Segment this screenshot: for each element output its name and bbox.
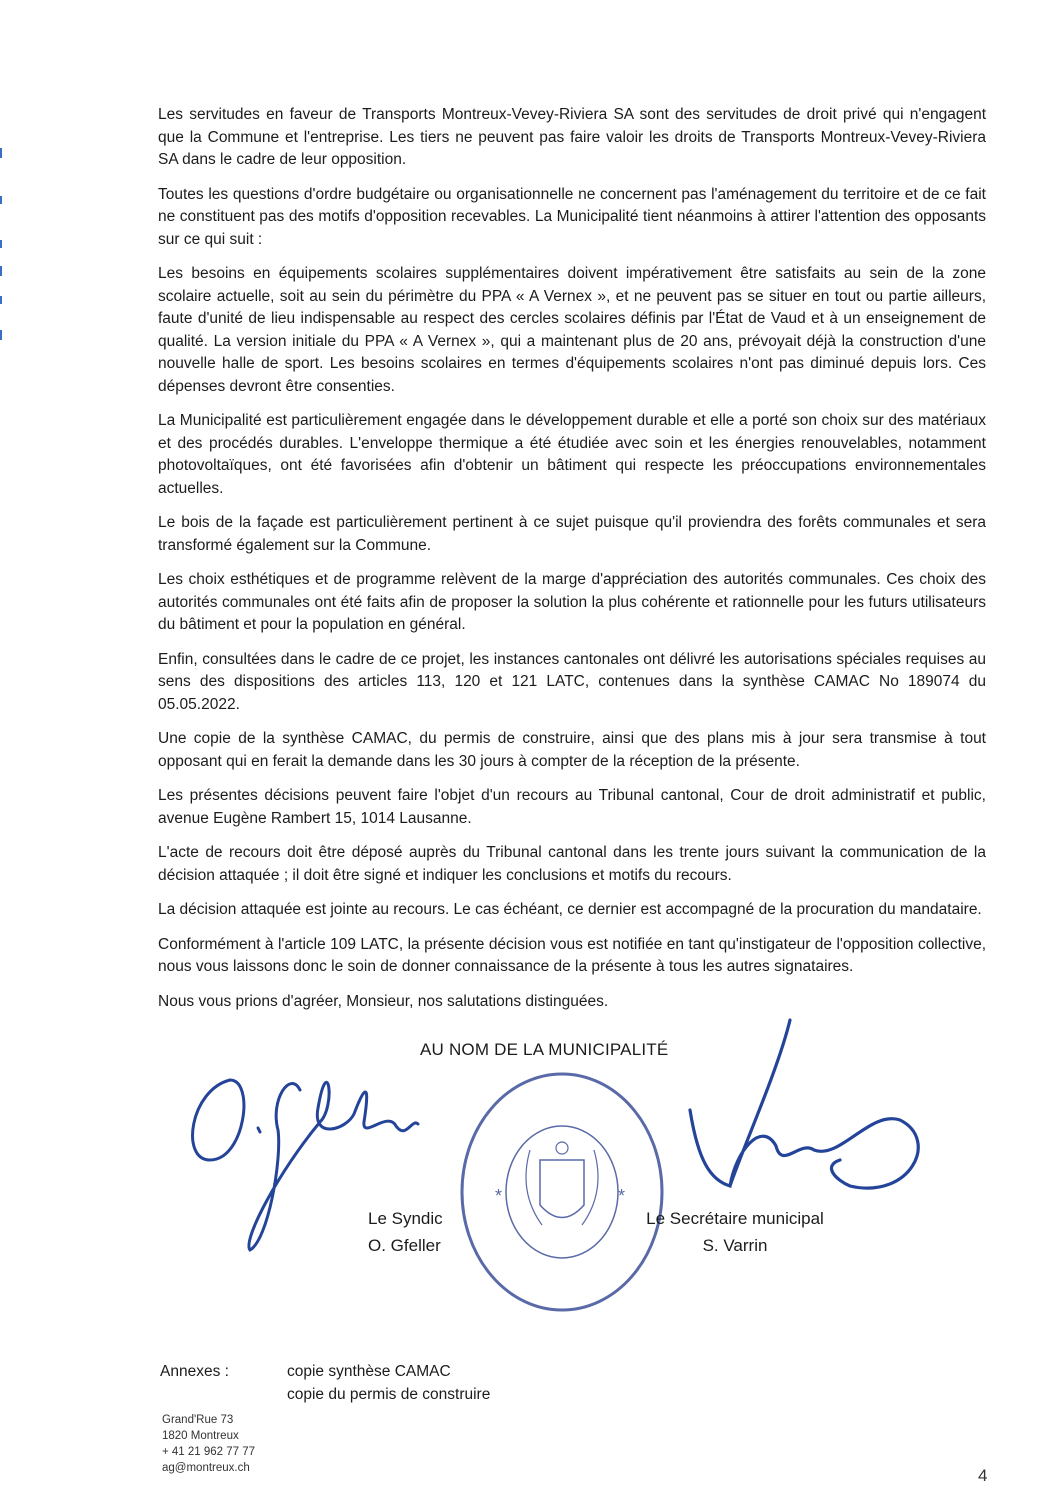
syndic-title: Le Syndic [368,1209,443,1228]
paragraph: Les besoins en équipements scolaires supplémentaires doivent impérativement être satisfaits au sein de la zone scolaire actuelle, soit au sein du périmètre du PPA « A Vernex », et ne peuvent pas se situer en tout ou partie ailleurs, faute d'unité de lieu indispensable au respect des cercles scolaires définis par l'État de Vaud et à un enseignement de qualité. La version initiale du PPA « A Vernex », qui a maintenant plus de 20 ans, prévoyait déjà la construction d'une nouvelle halle de sport. Les besoins scolaires en termes d'équipements scolaires n'ont pas diminué depuis lors. Ces dépenses devront être consenties. [158,265,986,395]
margin-mark [0,196,2,204]
municipality-stamp [462,1074,662,1310]
address-email: ag@montreux.ch [162,1462,250,1474]
margin-mark [0,148,2,158]
syndic-signatory [368,1205,443,1259]
page-number: 4 [978,1466,988,1485]
signature-varrin [690,1020,918,1188]
closing-salutation: Nous vous prions d'agréer, Monsieur, nos salutations distinguées. [158,992,609,1010]
secretary-name: S. Varrin [702,1236,768,1255]
paragraph: Les présentes décisions peuvent faire l'objet d'un recours au Tribunal cantonal, Cour de droit administratif et public, avenue Eugène Rambert 15, 1014 Lausanne. [158,787,986,827]
svg-text:*: * [618,1186,626,1206]
signature-heading: AU NOM DE LA MUNICIPALITÉ [420,1040,669,1059]
annex-item: copie synthèse CAMAC [287,1363,451,1380]
sender-address [162,1412,255,1476]
margin-mark [0,296,2,304]
paragraph: Toutes les questions d'ordre budgétaire ou organisationnelle ne concernent pas l'aménagement du territoire et de ce fait ne constituent pas des motifs d'opposition recevables. La Municipalité tient néanmoins à attirer l'attention des opposants sur ce qui suit : [158,185,986,248]
signature-block [150,1010,950,1330]
paragraph: Conformément à l'article 109 LATC, la présente décision vous est notifiée en tant qu'instigateur de l'opposition collective, nous vous laissons donc le soin de donner connaissance de la présente à tous les autres signataires. [158,935,986,975]
secretary-title: Le Secrétaire municipal [646,1209,824,1228]
letter-body [158,104,986,1025]
address-phone: + 41 21 962 77 77 [162,1446,256,1458]
paragraph: Enfin, consultées dans le cadre de ce projet, les instances cantonales ont délivré les autorisations spéciales requises au sens des dispositions des articles 113, 120 et 121 LATC, contenues dans la synthèse CAMAC No 189074 du 05.05.2022. [158,650,986,713]
annexes-label: Annexes : [160,1363,229,1380]
paragraph: Les choix esthétiques et de programme relèvent de la marge d'appréciation des autorités communales. Ces choix des autorités communales ont été faits afin de proposer la solution la plus cohérente et rationnelle pour les futurs utilisateurs du bâtiment et pour la population en général. [158,571,986,633]
address-line: Grand'Rue 73 [162,1414,234,1426]
paragraph: Une copie de la synthèse CAMAC, du permis de construire, ainsi que des plans mis à jour sera transmise à tout opposant qui en ferait la demande dans les 30 jours à compter de la réception de la présente. [158,730,986,770]
paragraph: La Municipalité est particulièrement engagée dans le développement durable et elle a porté son choix sur des matériaux et des procédés durables. L'enveloppe thermique a été étudiée avec soin et les énergies renouvelables, notamment photovoltaïques, ont été favorisées afin d'obtenir un bâtiment qui respecte les préoccupations environnementales actuelles. [158,412,986,497]
margin-mark [0,240,2,248]
paragraph: L'acte de recours doit être déposé auprès du Tribunal cantonal dans les trente jours suivant la communication de la décision attaquée ; il doit être signé et indiquer les conclusions et motifs du recours. [158,844,986,884]
paragraph: Le bois de la façade est particulièrement pertinent à ce sujet puisque qu'il proviendra des forêts communales et sera transformé également sur la Commune. [158,514,986,554]
svg-text:*: * [495,1186,503,1206]
secretary-signatory [620,1205,850,1259]
paragraph: Les servitudes en faveur de Transports Montreux-Vevey-Riviera SA sont des servitudes de droit privé qui n'engagent que la Commune et l'entreprise. Les tiers ne peuvent pas faire valoir les droits de Transports Montreux-Vevey-Riviera SA dans le cadre de leur opposition. [158,106,986,168]
margin-mark [0,266,2,276]
annexes-list [287,1360,607,1406]
margin-mark [0,330,2,340]
paragraph: La décision attaquée est jointe au recours. Le cas échéant, ce dernier est accompagné de la procuration du mandataire. [158,901,982,918]
address-line: 1820 Montreux [162,1430,239,1442]
syndic-name: O. Gfeller [368,1236,441,1255]
annex-item: copie du permis de construire [287,1386,491,1403]
